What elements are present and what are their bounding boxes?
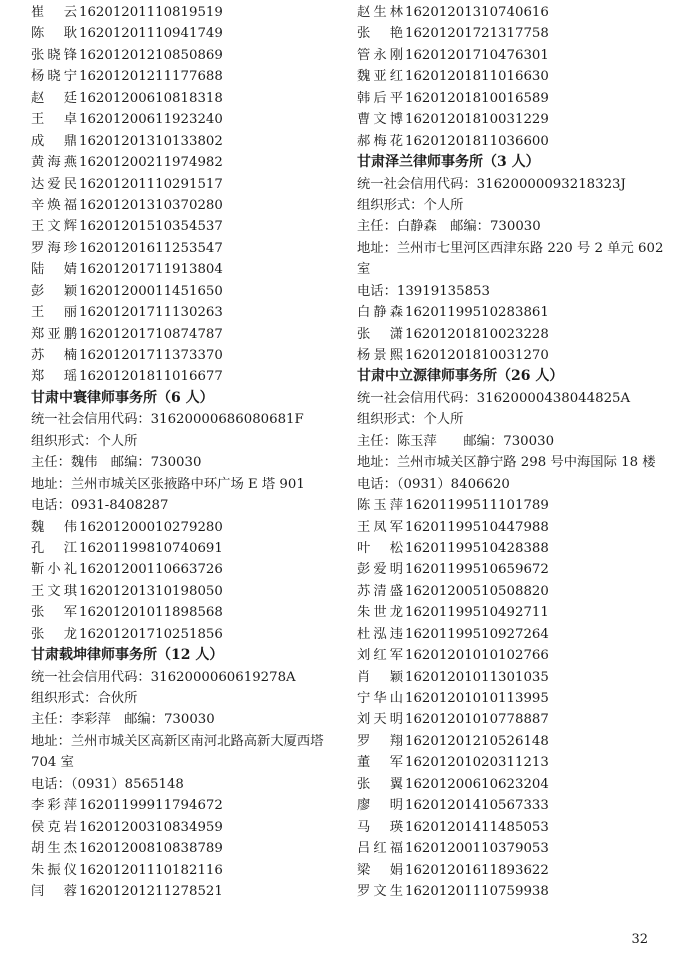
- lawyer-entry: [31, 795, 331, 816]
- license-number: 16201201611893622: [405, 862, 549, 878]
- license-number: 16201201110819519: [79, 5, 223, 20]
- lawyer-entry: [31, 174, 331, 195]
- firm-info-line: 统一社会信用代码：3162000060619278A: [31, 669, 296, 685]
- license-number: 16201199511101789: [405, 498, 549, 514]
- lawyer-name: 杨晓宁: [31, 69, 77, 85]
- lawyer-name: 王文辉: [31, 219, 77, 235]
- lawyer-name: 张 潇: [357, 326, 403, 342]
- lawyer-entry: [357, 645, 675, 666]
- license-number: 16201200610818318: [79, 90, 223, 106]
- lawyer-entry: [357, 538, 675, 559]
- lawyer-entry: [31, 559, 331, 580]
- license-number: 16201201011301035: [405, 669, 549, 685]
- license-number: 16201201210850869: [79, 47, 223, 63]
- license-number: 16201200610623204: [405, 776, 549, 792]
- lawyer-entry: [31, 238, 331, 259]
- firm-address: 地址：兰州市城关区静宁路 298 号中海国际 18 楼: [357, 455, 656, 471]
- lawyer-name: 陈 耿: [31, 26, 77, 42]
- lawyer-name: 王文琪: [31, 583, 77, 599]
- license-number: 16201201310370280: [79, 197, 223, 213]
- lawyer-name: 刘红军: [357, 648, 403, 664]
- lawyer-name: 叶 松: [357, 540, 403, 556]
- license-number: 16201201810023228: [405, 326, 549, 342]
- lawyer-name: 曹文博: [357, 112, 403, 128]
- lawyer-entry: [31, 581, 331, 602]
- license-number: 16201201710874787: [79, 326, 223, 342]
- lawyer-entry: [31, 131, 331, 152]
- lawyer-name: 魏 伟: [31, 519, 77, 535]
- lawyer-entry: [31, 345, 331, 366]
- lawyer-name: 杜泓违: [357, 626, 403, 642]
- lawyer-name: 宁华山: [357, 691, 403, 707]
- lawyer-name: 郝梅花: [357, 133, 403, 149]
- lawyer-entry: [31, 66, 331, 87]
- lawyer-entry: [31, 324, 331, 345]
- license-number: 16201201110291517: [79, 176, 223, 192]
- lawyer-entry: [31, 860, 331, 881]
- license-number: 16201201810016589: [405, 90, 549, 106]
- license-number: 16201201710476301: [405, 47, 549, 63]
- lawyer-name: 胡生杰: [31, 841, 77, 857]
- license-number: 16201200611923240: [79, 112, 223, 128]
- firm-address: 地址：兰州市城关区张掖路中环广场 E 塔 901: [31, 476, 305, 492]
- lawyer-entry: [357, 774, 675, 795]
- lawyer-name: 肖 颖: [357, 669, 403, 685]
- license-number: 16201201211177688: [79, 69, 223, 85]
- firm-info-line: 统一社会信用代码：31620000093218323J: [357, 176, 626, 192]
- lawyer-name: 陈玉萍: [357, 498, 403, 514]
- firm-heading: 甘肃中寰律师事务所（6 人）: [31, 389, 214, 406]
- lawyer-entry: [31, 838, 331, 859]
- lawyer-entry: [357, 302, 675, 323]
- license-number: 16201201711913804: [79, 262, 223, 278]
- license-number: 16201201210526148: [405, 733, 549, 749]
- license-number: 16201201411485053: [405, 819, 549, 835]
- firm-address: 地址：兰州市城关区高新区南河北路高新大厦西塔 704 室: [31, 733, 324, 771]
- firm-info-line: 电话：（0931）8406620: [357, 476, 510, 492]
- lawyer-entry: [31, 152, 331, 173]
- license-number: 16201201711373370: [79, 348, 223, 363]
- lawyer-entry: [31, 517, 331, 538]
- license-number: 16201201110941749: [79, 26, 223, 42]
- lawyer-name: 罗海珍: [31, 240, 77, 256]
- license-number: 16201201710251856: [79, 626, 223, 642]
- lawyer-entry: [357, 495, 675, 516]
- lawyer-entry: [357, 709, 675, 730]
- lawyer-entry: [31, 216, 331, 237]
- lawyer-entry: [31, 881, 331, 902]
- lawyer-name: 管永刚: [357, 47, 403, 63]
- license-number: 16201201310198050: [79, 583, 223, 599]
- firm-info-line: 电话：0931-8408287: [31, 498, 169, 514]
- lawyer-name: 赵 廷: [31, 90, 77, 106]
- license-number: 16201200010279280: [79, 519, 223, 535]
- lawyer-name: 吕红福: [357, 841, 403, 857]
- license-number: 16201201110182116: [79, 862, 223, 878]
- lawyer-name: 朱振仪: [31, 862, 77, 878]
- firm-info-line: 统一社会信用代码：31620000438044825A: [357, 390, 631, 406]
- firm-info-line: 组织形式：个人所: [357, 197, 464, 213]
- lawyer-name: 梁 娟: [357, 862, 403, 878]
- lawyer-name: 罗文生: [357, 883, 403, 899]
- lawyer-entry: [357, 795, 675, 816]
- lawyer-name: 罗 翔: [357, 733, 403, 749]
- lawyer-name: 董 军: [357, 755, 403, 771]
- lawyer-entry: [31, 45, 331, 66]
- lawyer-entry: [31, 2, 331, 23]
- license-number: 16201200211974982: [79, 155, 223, 171]
- lawyer-entry: [31, 602, 331, 623]
- lawyer-name: 朱世龙: [357, 605, 403, 621]
- firm-info-line: 电话：（0931）8565148: [31, 776, 184, 792]
- license-number: 16201200810838789: [79, 841, 223, 857]
- lawyer-name: 赵生林: [357, 5, 403, 20]
- lawyer-entry: [31, 624, 331, 645]
- lawyer-entry: [31, 109, 331, 130]
- license-number: 16201201810031229: [405, 112, 549, 128]
- lawyer-entry: [31, 281, 331, 302]
- firm-info-line: 组织形式：个人所: [31, 433, 138, 449]
- lawyer-entry: [31, 23, 331, 44]
- firm-info-line: 主任：白静森 邮编：730030: [357, 219, 541, 235]
- lawyer-name: 闫 蓉: [31, 883, 77, 899]
- lawyer-entry: [357, 109, 675, 130]
- license-number: 16201201810031270: [405, 348, 549, 364]
- lawyer-entry: [357, 624, 675, 645]
- license-number: 16201201310133802: [79, 133, 223, 149]
- lawyer-entry: [357, 66, 675, 87]
- firm-address: 地址：兰州市七里河区西津东路 220 号 2 单元 602 室: [357, 240, 664, 278]
- lawyer-name: 成 鼎: [31, 133, 77, 149]
- license-number: 16201200310834959: [79, 819, 223, 835]
- license-number: 16201201811016630: [405, 69, 549, 85]
- lawyer-entry: [31, 366, 331, 387]
- lawyer-name: 苏 楠: [31, 348, 77, 363]
- lawyer-entry: [31, 259, 331, 280]
- lawyer-name: 韩后平: [357, 90, 403, 106]
- license-number: 16201199911794672: [79, 798, 223, 814]
- lawyer-entry: [31, 195, 331, 216]
- right-column: [357, 2, 675, 902]
- license-number: 16201201310740616: [405, 5, 549, 20]
- lawyer-name: 王 丽: [31, 305, 77, 321]
- lawyer-name: 辛焕福: [31, 197, 77, 213]
- lawyer-entry: [357, 817, 675, 838]
- lawyer-name: 杨景熙: [357, 348, 403, 364]
- lawyer-name: 李彩萍: [31, 798, 77, 814]
- license-number: 16201201721317758: [405, 26, 549, 42]
- license-number: 16201200011451650: [79, 283, 223, 299]
- lawyer-entry: [357, 581, 675, 602]
- license-number: 16201201510354537: [79, 219, 223, 235]
- lawyer-name: 魏亚红: [357, 69, 403, 85]
- license-number: 16201200510508820: [405, 583, 549, 599]
- lawyer-entry: [357, 2, 675, 23]
- lawyer-name: 靳小礼: [31, 562, 77, 578]
- lawyer-name: 苏清盛: [357, 583, 403, 599]
- lawyer-entry: [357, 88, 675, 109]
- firm-info-line: 主任：李彩萍 邮编：730030: [31, 712, 215, 728]
- lawyer-name: 侯克岩: [31, 819, 77, 835]
- license-number: 16201201811016677: [79, 369, 223, 385]
- license-number: 16201201811036600: [405, 133, 549, 149]
- lawyer-entry: [357, 559, 675, 580]
- left-column: [31, 2, 331, 902]
- firm-info-line: 统一社会信用代码：31620000686080681F: [31, 412, 304, 428]
- lawyer-name: 廖 明: [357, 798, 403, 814]
- license-number: 16201201410567333: [405, 798, 549, 814]
- lawyer-name: 郑亚鹏: [31, 326, 77, 342]
- lawyer-name: 王凤军: [357, 519, 403, 535]
- license-number: 16201199510927264: [405, 626, 549, 642]
- lawyer-entry: [357, 45, 675, 66]
- lawyer-entry: [357, 602, 675, 623]
- lawyer-name: 刘天明: [357, 712, 403, 728]
- lawyer-name: 彭爱明: [357, 562, 403, 578]
- lawyer-entry: [31, 817, 331, 838]
- license-number: 16201201010113995: [405, 691, 549, 707]
- firm-heading: 甘肃中立源律师事务所（26 人）: [357, 368, 564, 385]
- lawyer-entry: [357, 688, 675, 709]
- license-number: 16201200110379053: [405, 841, 549, 857]
- lawyer-name: 黄海燕: [31, 155, 77, 171]
- license-number: 16201201611253547: [79, 240, 223, 256]
- lawyer-entry: [357, 731, 675, 752]
- lawyer-name: 张 翼: [357, 776, 403, 792]
- lawyer-name: 张晓锋: [31, 47, 77, 63]
- license-number: 16201200110663726: [79, 562, 223, 578]
- license-number: 16201201010102766: [405, 648, 549, 664]
- license-number: 16201199510283861: [405, 305, 549, 321]
- license-number: 16201199510428388: [405, 540, 549, 556]
- lawyer-entry: [357, 860, 675, 881]
- lawyer-entry: [357, 131, 675, 152]
- lawyer-entry: [31, 538, 331, 559]
- lawyer-entry: [31, 302, 331, 323]
- firm-heading: 甘肃载坤律师事务所（12 人）: [31, 647, 224, 664]
- lawyer-entry: [357, 752, 675, 773]
- firm-info-line: 主任：陈玉萍 邮编：730030: [357, 433, 555, 449]
- lawyer-entry: [31, 88, 331, 109]
- lawyer-name: 王 卓: [31, 112, 77, 128]
- lawyer-entry: [357, 324, 675, 345]
- license-number: 16201201010778887: [405, 712, 549, 728]
- firm-info-line: 电话：13919135853: [357, 283, 490, 299]
- lawyer-name: 孔 江: [31, 540, 77, 556]
- license-number: 16201201110759938: [405, 883, 549, 899]
- lawyer-name: 张 龙: [31, 626, 77, 642]
- lawyer-name: 张 艳: [357, 26, 403, 42]
- lawyer-entry: [357, 345, 675, 366]
- lawyer-entry: [357, 23, 675, 44]
- lawyer-name: 崔 云: [31, 5, 77, 20]
- lawyer-name: 达爱民: [31, 176, 77, 192]
- lawyer-entry: [357, 881, 675, 902]
- firm-info-line: 组织形式：个人所: [357, 412, 464, 428]
- lawyer-name: 陆 婧: [31, 262, 77, 278]
- lawyer-name: 马 瑛: [357, 819, 403, 835]
- firm-info-line: 主任：魏伟 邮编：730030: [31, 455, 202, 471]
- license-number: 16201199510492711: [405, 605, 549, 621]
- lawyer-name: 郑 瑶: [31, 369, 77, 385]
- license-number: 16201201011898568: [79, 605, 223, 621]
- page-number: 32: [631, 932, 648, 947]
- firm-heading: 甘肃泽兰律师事务所（3 人）: [357, 154, 540, 171]
- lawyer-entry: [357, 517, 675, 538]
- lawyer-name: 彭 颖: [31, 283, 77, 299]
- license-number: 16201199810740691: [79, 540, 223, 556]
- lawyer-entry: [357, 667, 675, 688]
- lawyer-name: 张 军: [31, 605, 77, 621]
- license-number: 16201199510659672: [405, 562, 549, 578]
- license-number: 16201201211278521: [79, 883, 223, 899]
- license-number: 16201201711130263: [79, 305, 223, 321]
- license-number: 16201201020311213: [405, 755, 549, 771]
- lawyer-name: 白静森: [357, 305, 403, 321]
- firm-info-line: 组织形式：合伙所: [31, 691, 138, 707]
- license-number: 16201199510447988: [405, 519, 549, 535]
- lawyer-entry: [357, 838, 675, 859]
